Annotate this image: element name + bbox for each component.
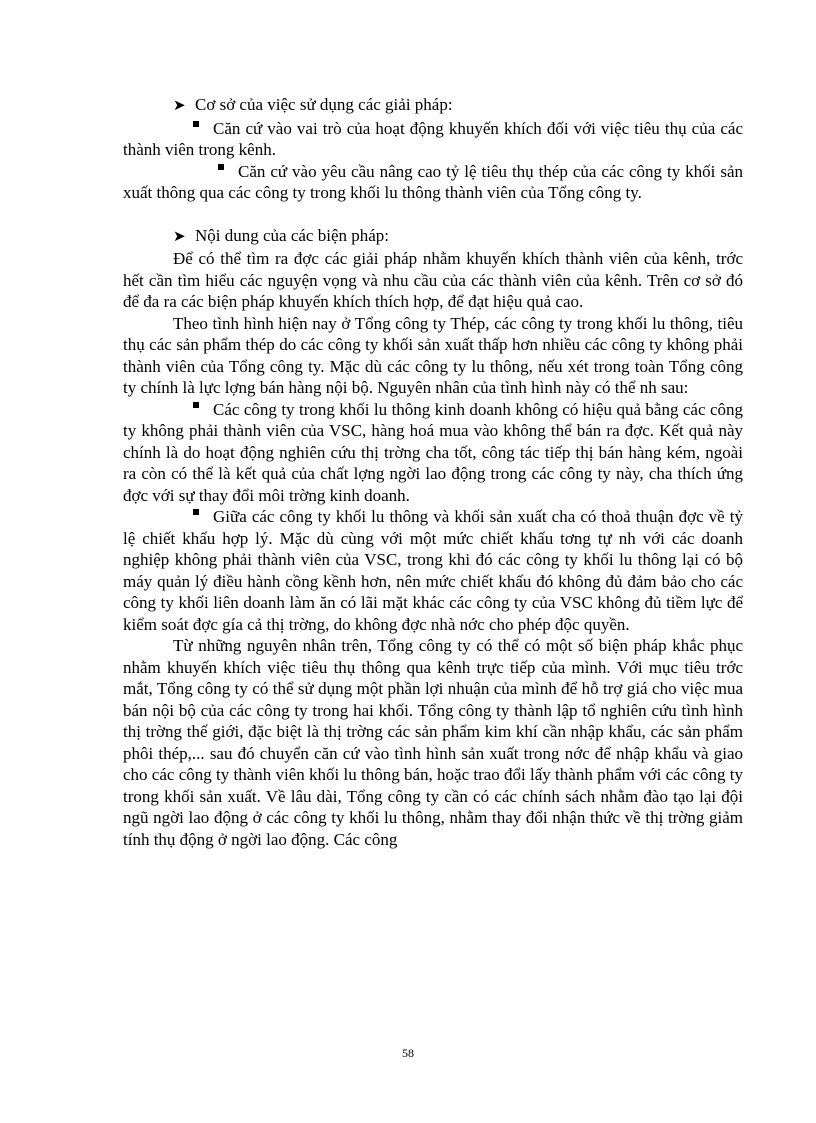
bullet-text: Giữa các công ty khối lu thông và khối sản xuất cha có thoả thuận đợc về tỷ lệ chiết khấu hợp lý. Mặc dù cùng với một mức chiết khấu tơng tự nh với các doanh nghiệp không phải thành viên của VSC, trong khi đó các công ty khối lu thông lại có bộ máy quản lý điều hành cồng kềnh hơn, nên mức chiết khấu đó không đủ đảm bảo cho các công ty khối liên doanh làm ăn có lãi mặt khác các công ty của VSC không đủ tiềm lực để kiểm soát đợc gía cả thị trờng, do không đợc nhà nớc cho phép độc quyền.: [123, 507, 743, 634]
heading-text: Nội dung của các biện pháp:: [195, 225, 390, 245]
situation-paragraph: Theo tình hình hiện nay ở Tổng công ty Thép, các công ty trong khối lu thông, tiêu thụ các sản phẩm thép do các công ty khối sản xuất thấp hơn nhiều các công ty không phải thành viên của Tổng công ty. Mặc dù các công ty lu thông, nếu xét trong toàn Tổng công ty chính là lực lợng bán hàng nội bộ. Nguyên nhân của tình hình này có thể nh sau:: [123, 313, 743, 397]
conclusion-paragraph: Từ những nguyên nhân trên, Tổng công ty có thể có một số biện pháp khắc phục nhằm khuyến khích việc tiêu thụ thông qua kênh trực tiếp của mình. Với mục tiêu trớc mắt, Tổng công ty có thể sử dụng một phần lợi nhuận của mình để hỗ trợ giá cho việc mua bán nội bộ của các công ty trong hai khối. Tổng công ty thành lập tổ nghiên cứu tình hình thị trờng thế giới, đặc biệt là thị trờng các sản phẩm kim khí cần nhập khẩu, các sản phẩm phôi thép,... sau đó chuyển căn cứ vào tình hình sản xuất trong nớc để nhập khẩu và giao cho các công ty thành viên khối lu thông bán, hoặc trao đổi lấy thành phẩm với các công ty trong khối sản xuất. Về lâu dài, Tổng công ty cần có các chính sách nhằm đào tạo lại đội ngũ ngời lao động ở các công ty khối lu thông, nhằm thay đổi nhận thức về thị trờng giảm tính thụ động ở ngời lao động. Các công: [123, 636, 743, 849]
bullet-text: Các công ty trong khối lu thông kinh doanh không có hiệu quả bằng các công ty không phải thành viên của VSC, hàng hoá mua vào không thể bán ra đợc. Kết quả này chính là do hoạt động nghiên cứu thị trờng cha tốt, công tác tiếp thị bán hàng kém, ngoài ra còn có thể là kết quả của chất lợng ngời lao động trong các công ty này, cha thích ứng đợc với sự thay đổi môi trờng kinh doanh.: [123, 399, 743, 505]
arrowhead-bullet-icon: ➤: [173, 228, 186, 245]
square-bullet-icon: [193, 121, 199, 127]
bullet-text: Căn cứ vào vai trò của hoạt động khuyến khích đối với việc tiêu thụ của các thành viên trong kênh.: [123, 118, 743, 159]
spacer: [123, 204, 743, 225]
section-heading-content: [123, 225, 743, 249]
basis-bullet-2: [123, 161, 743, 204]
document-body: [123, 94, 743, 850]
cause-bullet-1: [123, 399, 743, 507]
content-intro-paragraph: Để có thể tìm ra đợc các giải pháp nhằm khuyến khích thành viên của kênh, trớc hết cần tìm hiểu các nguyện vọng và nhu cầu của các thành viên của kênh. Trên cơ sở đó để đa ra các biện pháp khuyến khích thích hợp, để đạt hiệu quả cao.: [123, 249, 743, 311]
basis-bullet-1: [123, 118, 743, 161]
arrowhead-bullet-icon: ➤: [173, 98, 186, 114]
bullet-text: Căn cứ vào yêu cầu nâng cao tỷ lệ tiêu thụ thép của các công ty khối sản xuất thông qua các công ty trong khối lu thông thành viên của Tổng công ty.: [123, 161, 743, 202]
section-heading-basis: [123, 94, 743, 118]
square-bullet-icon: [218, 164, 224, 170]
page-number: 58: [402, 1046, 414, 1060]
cause-bullet-2: [123, 506, 743, 635]
heading-text: Cơ sở của việc sử dụng các giải pháp:: [195, 95, 453, 114]
square-bullet-icon: [193, 509, 199, 515]
square-bullet-icon: [193, 402, 199, 408]
